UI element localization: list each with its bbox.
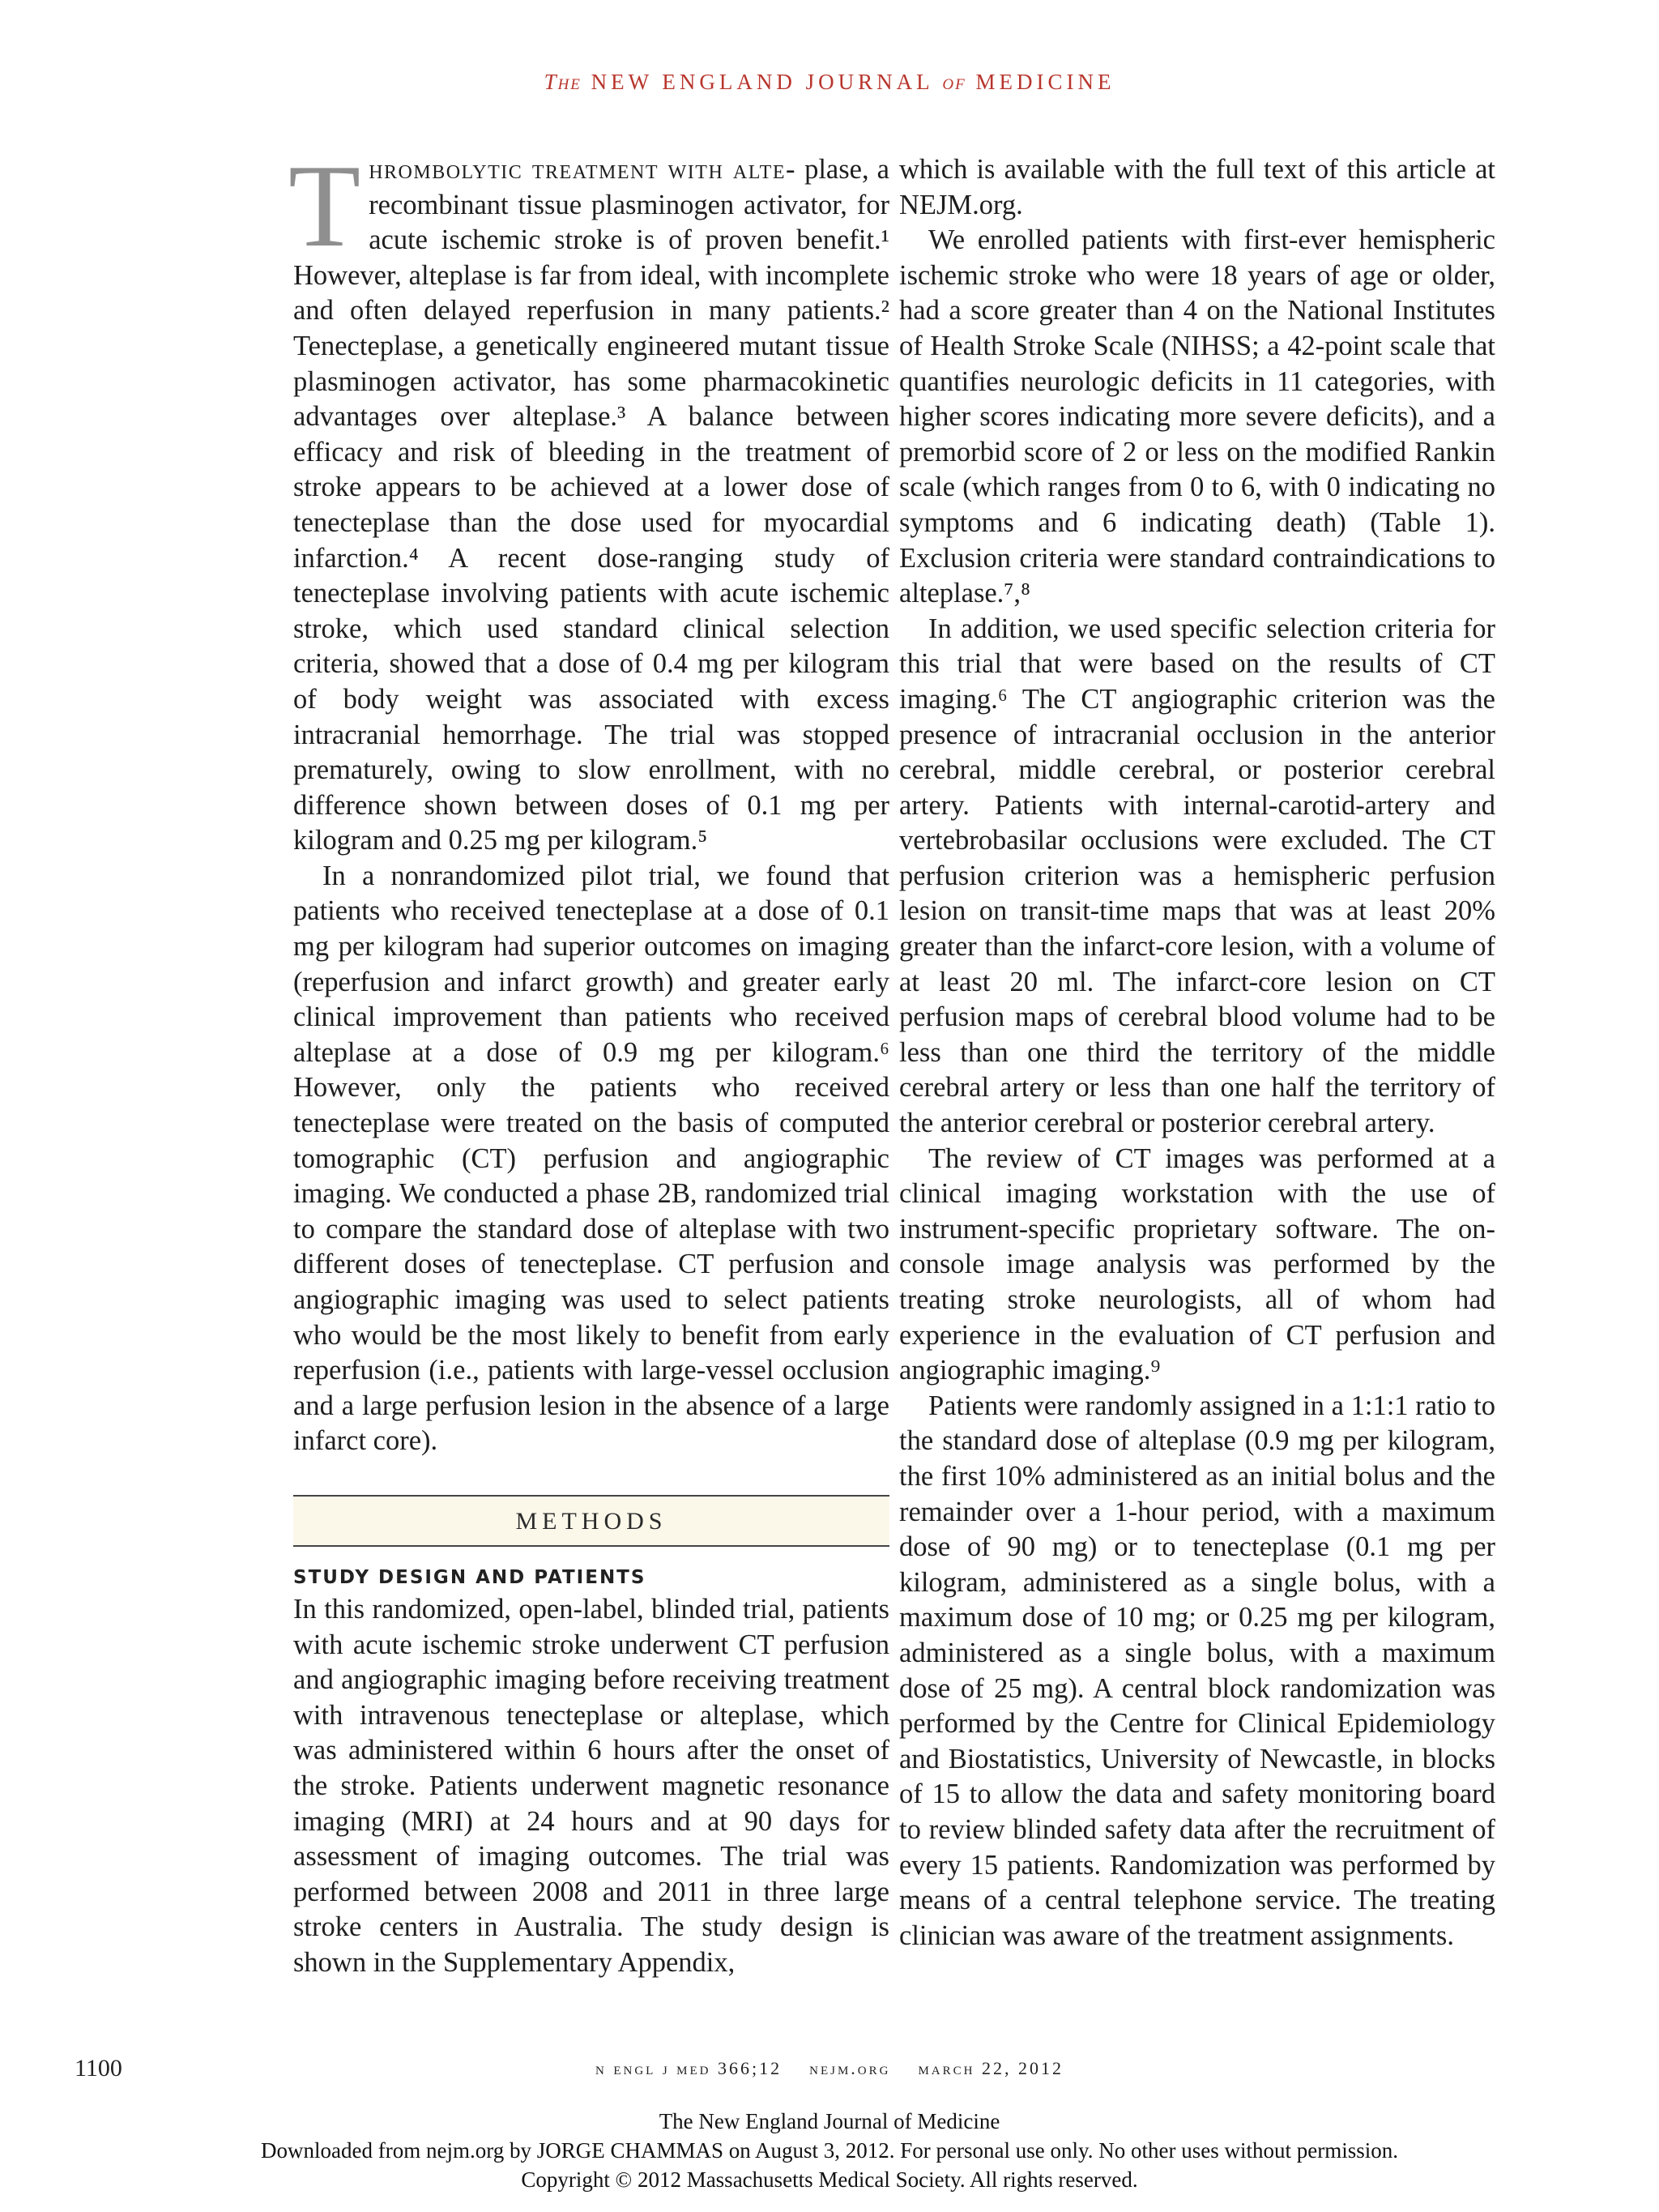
journal-header-the: The bbox=[544, 70, 582, 94]
study-design-subheading: STUDY DESIGN AND PATIENTS bbox=[293, 1566, 646, 1588]
pilot-trial-paragraph: In a nonrandomized pilot trial, we found that patients who received tenecteplase at a dose of 0.1 mg per kilogram had superior outcomes on imaging (reperfusion and infarct growth) and greater early clinical improvement than patients who received alteplase at a dose of 0.9 mg per kilogram.⁶ However, only the patients who received tenecteplase were treated on the basis of computed tomographic (CT) perfusion and angiographic imaging. We conducted a phase 2B, randomized trial to compare the standard dose of alteplase with two different doses of tenecteplase. CT perfusion and angiographic imaging was used to select patients who would be the most likely to benefit from early reperfusion (i.e., patients with large-vessel occlusion and a large perfusion lesion in the absence of a large infarct core). bbox=[293, 860, 889, 1457]
intro-paragraph bbox=[288, 140, 889, 859]
drop-cap: T bbox=[288, 140, 361, 271]
lead-in-smallcaps: hrombolytic treatment with alte- bbox=[369, 154, 796, 185]
footer-citation: n engl j med 366;12 nejm.org march 22, 2012 bbox=[595, 2058, 1064, 2078]
journal-header-title-b: MEDICINE bbox=[975, 70, 1115, 94]
methods-section-heading: METHODS bbox=[293, 1495, 889, 1547]
journal-header-title-a: NEW ENGLAND JOURNAL bbox=[591, 70, 933, 94]
enrollment-paragraph: We enrolled patients with first-ever hemispheric ischemic stroke who were 18 years of age or older, had a score greater than 4 on the National Institutes of Health Stroke Scale (NIHSS; a 42-point scale that quantifies neurologic deficits in 11 categories, with higher scores indicating more severe deficits), and a premorbid score of 2 or less on the modified Rankin scale (which ranges from 0 to 6, with 0 indicating no symptoms and 6 indicating death) (Table 1). Exclusion criteria were standard contraindications to alteplase.⁷,⁸ bbox=[899, 224, 1495, 609]
study-design-paragraph: In this randomized, open-label, blinded trial, patients with acute ischemic stroke underwent CT perfusion and angiographic imaging before receiving treatment with intravenous tenecteplase or alteplase, which was administered within 6 hours after the onset of the stroke. Patients underwent magnetic resonance imaging (MRI) at 24 hours and at 90 days for assessment of imaging outcomes. The trial was performed between 2008 and 2011 in three large stroke centers in Australia. The study design is shown in the Supplementary Appendix, bbox=[293, 1593, 889, 1978]
selection-criteria-paragraph: In addition, we used specific selection criteria for this trial that were based on the results of CT imaging.⁶ The CT angiographic criterion was the presence of intracranial occlusion in the anterior cerebral, middle cerebral, or posterior cerebral artery. Patients with internal-carotid-artery and vertebrobasilar occlusions were excluded. The CT perfusion criterion was a hemispheric perfusion lesion on transit-time maps that was at least 20% greater than the infarct-core lesion, with a volume of at least 20 ml. The infarct-core lesion on CT perfusion maps of cerebral blood volume had to be less than one third the territory of the middle cerebral artery or less than one half the territory of the anterior cerebral or posterior cerebral artery. bbox=[899, 613, 1495, 1139]
download-notice-permission: Downloaded from nejm.org by JORGE CHAMMAS on August 3, 2012. For personal use only. No other uses without permission. bbox=[261, 2138, 1398, 2163]
left-column bbox=[288, 140, 889, 1981]
supplement-continuation-paragraph: which is available with the full text of this article at NEJM.org. bbox=[899, 154, 1495, 220]
download-notice-journal: The New England Journal of Medicine bbox=[659, 2109, 1000, 2133]
journal-header-of: of bbox=[942, 70, 966, 94]
journal-header bbox=[0, 70, 1659, 95]
download-notice-copyright: Copyright © 2012 Massachusetts Medical Society. All rights reserved. bbox=[521, 2167, 1138, 2192]
download-notice bbox=[0, 2107, 1659, 2194]
image-review-paragraph: The review of CT images was performed at a clinical imaging workstation with the use of instrument-specific proprietary software. The on-console image analysis was performed by the treating stroke neurologists, all of whom had experience in the evaluation of CT perfusion and angiographic imaging.⁹ bbox=[899, 1142, 1495, 1386]
randomization-paragraph: Patients were randomly assigned in a 1:1:1 ratio to the standard dose of alteplase (0.9 mg per kilogram, the first 10% administered as an initial bolus and the remainder over a 1-hour period, with a maximum dose of 90 mg) or to tenecteplase (0.1 mg per kilogram, administered as a single bolus, with a maximum dose of 10 mg; or 0.25 mg per kilogram, administered as a single bolus, with a maximum dose of 25 mg). A central block randomization was performed by the Centre for Clinical Epidemiology and Biostatistics, University of Newcastle, in blocks of 15 to allow the data and safety monitoring board to review blinded safety data after the recruitment of every 15 patients. Randomization was performed by means of a central telephone service. The treating clinician was aware of the treatment assignments. bbox=[899, 1390, 1495, 1951]
right-column bbox=[899, 152, 1495, 1954]
page-number: 1100 bbox=[75, 2055, 122, 2082]
intro-paragraph-text: plase, a recombinant tissue plasminogen activator, for acute ischemic stroke is of proven benefit.¹ However, alteplase is far from ideal, with incomplete and often delayed reperfusion in many patients.² Tenecteplase, a genetically engineered mutant tissue plasminogen activator, has some pharmacokinetic advantages over alteplase.³ A balance between efficacy and risk of bleeding in the treatment of stroke appears to be achieved at a lower dose of tenecteplase than the dose used for myocardial infarction.⁴ A recent dose-ranging study of tenecteplase involving patients with acute ischemic stroke, which used standard clinical selection criteria, showed that a dose of 0.4 mg per kilogram of body weight was associated with excess intracranial hemorrhage. The trial was stopped prematurely, owing to slow enrollment, with no difference shown between doses of 0.1 mg per kilogram and 0.25 mg per kilogram.⁵ bbox=[293, 154, 889, 856]
